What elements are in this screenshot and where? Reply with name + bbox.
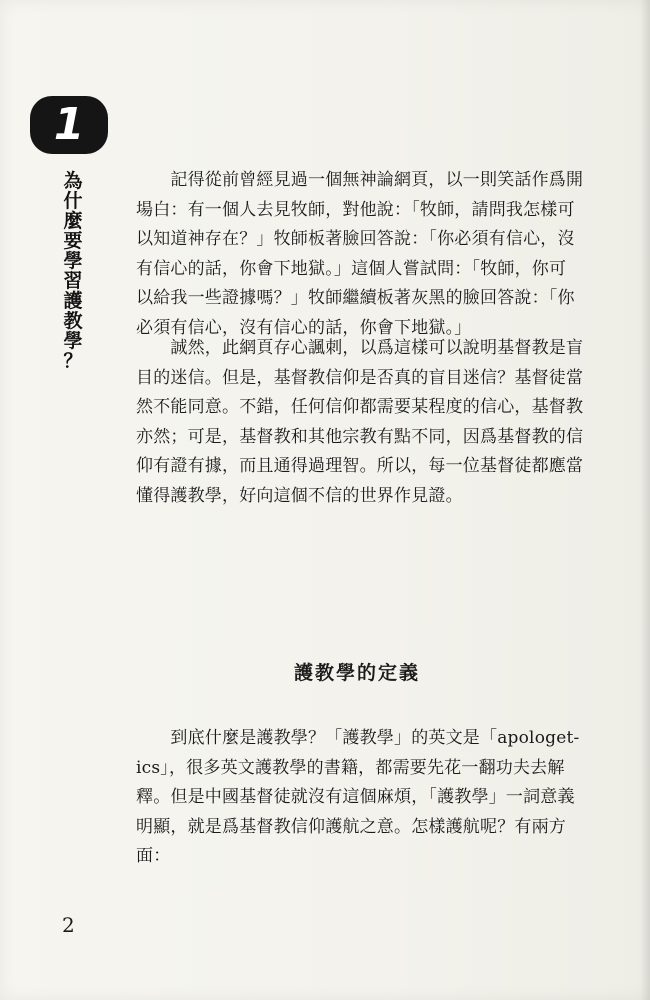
text-line: 以知道神存在？」牧師板著臉回答說：「你必須有信心，沒 — [136, 229, 575, 249]
chapter-title-char: 為 — [63, 170, 83, 192]
text-line: 面： — [136, 846, 171, 866]
text-line: 仰有證有據，而且通得過理智。所以，每一位基督徒都應當 — [136, 456, 584, 476]
text-line: 場白：有一個人去見牧師，對他說：「牧師，請問我怎樣可 — [136, 199, 575, 220]
text-line: 以給我一些證據嗎？」牧師繼續板著灰黑的臉回答說：「你 — [136, 288, 575, 308]
text-line: 懂得護教學，好向這個不信的世界作見證。 — [136, 485, 463, 506]
text-line: 有信心的話，你會下地獄。」這個人嘗試問：「牧師，你可 — [136, 258, 567, 279]
page-edge-shadow — [640, 0, 650, 1000]
paragraph-intro — [136, 166, 586, 343]
text-line: 目的迷信。但是，基督教信仰是否真的盲目迷信？基督徒當 — [136, 367, 584, 388]
paragraph-definition — [136, 724, 586, 872]
text-line: 必須有信心，沒有信心的話，你會下地獄。」 — [136, 317, 472, 338]
chapter-title-char: 教 — [63, 310, 83, 332]
text-line: 記得從前曾經見過一個無神論網頁，以一則笑話作爲開 — [136, 170, 584, 190]
chapter-number-badge — [30, 96, 108, 154]
chapter-title-vertical — [58, 172, 88, 372]
paragraph-second — [136, 334, 586, 511]
chapter-title-char: 學 — [63, 330, 83, 352]
chapter-title-char: 習 — [63, 270, 83, 292]
chapter-title-char: 麼 — [63, 210, 83, 232]
text-line: 然不能同意。不錯，任何信仰都需要某程度的信心，基督教 — [136, 397, 584, 417]
chapter-title-char: 要 — [63, 230, 83, 252]
text-line: 明顯，就是爲基督教信仰護航之意。怎樣護航呢？有兩方 — [136, 816, 566, 837]
text-line: 到底什麼是護教學？「護教學」的英文是「apologet- — [136, 728, 580, 748]
text-line: ics」，很多英文護教學的書籍，都需要先花一翻功夫去解 — [136, 757, 565, 778]
chapter-title-char: 護 — [63, 290, 83, 312]
chapter-title-char: 學 — [63, 250, 83, 272]
text-line: 亦然；可是，基督教和其他宗教有點不同，因爲基督教的信 — [136, 426, 584, 447]
text-line: 誠然，此網頁存心諷刺，以爲這樣可以說明基督教是盲 — [136, 338, 584, 358]
text-line: 釋。但是中國基督徒就沒有這個麻煩，「護教學」一詞意義 — [136, 787, 575, 807]
section-heading: 護教學的定義 — [294, 662, 421, 684]
chapter-title-char: ？ — [63, 350, 83, 372]
chapter-title-char: 什 — [63, 190, 83, 212]
page-number: 2 — [62, 913, 75, 937]
chapter-number: 1 — [53, 99, 85, 150]
